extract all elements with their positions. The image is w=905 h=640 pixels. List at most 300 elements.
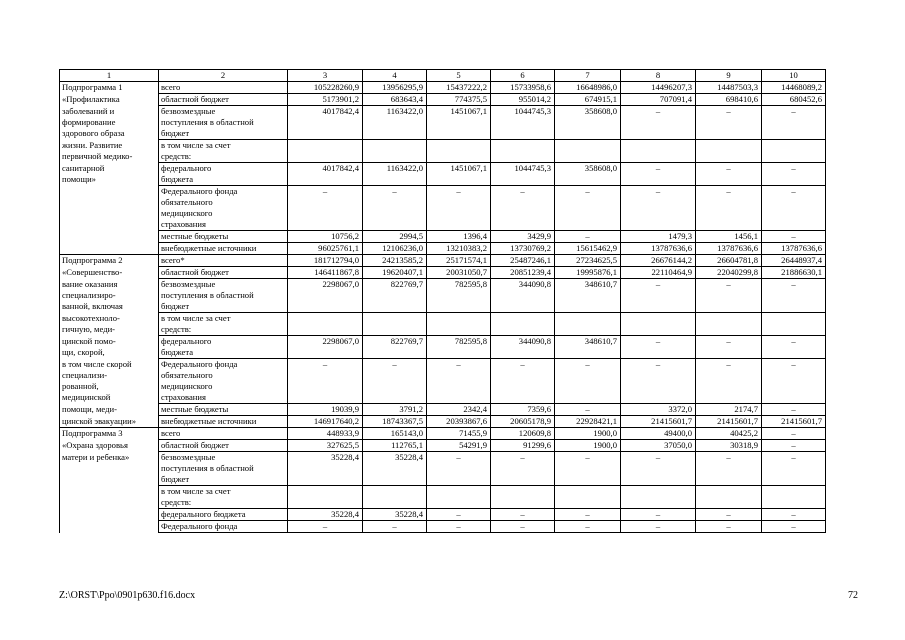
funding-source-label: федерального (161, 336, 212, 346)
value-cell: 35228,4 (363, 509, 427, 521)
value-cell: – (491, 186, 555, 231)
header-cell: 9 (696, 70, 762, 82)
value-cell: 1900,0 (555, 440, 621, 452)
funding-source-label: в том числе за счет (161, 486, 231, 496)
value-cell: 35228,4 (288, 452, 363, 486)
subprogram-title-cell (60, 186, 159, 231)
funding-source-label: медицинского (161, 381, 213, 391)
value-cell: 40425,2 (696, 428, 762, 440)
subprogram-title-line: матери и ребенка» (62, 451, 130, 462)
value-cell: – (696, 279, 762, 313)
value-cell: – (696, 163, 762, 186)
table-row (60, 452, 826, 486)
funding-source-label: средств: (161, 324, 192, 334)
subprogram-title-cell (60, 359, 159, 404)
funding-source-cell (159, 255, 288, 267)
subprogram-title-line: формирование (62, 116, 116, 127)
value-cell: 2298067,0 (288, 336, 363, 359)
funding-source-label: безвозмездные (161, 279, 216, 289)
funding-source-label: областной бюджет (161, 267, 229, 277)
subprogram-title-line (62, 208, 157, 219)
subprogram-title-line (62, 521, 157, 532)
value-cell: – (288, 186, 363, 231)
subprogram-title-line: щи, скорой, (62, 346, 105, 357)
value-cell: 5173901,2 (288, 94, 363, 106)
funding-source-cell (159, 163, 288, 186)
value-cell: 822769,7 (363, 336, 427, 359)
value-cell: 2174,7 (696, 404, 762, 416)
value-cell: – (696, 521, 762, 533)
subprogram-title-line (62, 486, 157, 497)
value-cell (555, 140, 621, 163)
value-cell: – (491, 521, 555, 533)
value-cell: – (762, 404, 826, 416)
funding-source-label: страхования (161, 392, 206, 402)
funding-source-label: поступления в областной (161, 290, 254, 300)
funding-source-label: Федерального фонда (161, 359, 238, 369)
value-cell: – (288, 359, 363, 404)
value-cell: – (427, 521, 491, 533)
value-cell: – (762, 106, 826, 140)
value-cell: – (621, 106, 696, 140)
value-cell: 21415601,7 (696, 416, 762, 428)
value-cell: – (762, 359, 826, 404)
value-cell: 19995876,1 (555, 267, 621, 279)
value-cell: 782595,8 (427, 336, 491, 359)
value-cell: – (621, 163, 696, 186)
funding-source-label: безвозмездные (161, 106, 216, 116)
value-cell: – (427, 186, 491, 231)
footer-file-path: Z:\ORST\Ppo\0901p630.f16.docx (59, 590, 196, 601)
subprogram-title-line (62, 186, 157, 197)
funding-source-cell (159, 82, 288, 94)
funding-source-label: местные бюджеты (161, 231, 229, 241)
value-cell: 782595,8 (427, 279, 491, 313)
subprogram-title-line (62, 497, 157, 508)
funding-source-label: внебюджетные источники (161, 416, 257, 426)
value-cell: 54291,9 (427, 440, 491, 452)
value-cell: – (621, 359, 696, 404)
value-cell: – (762, 231, 826, 243)
value-cell (427, 313, 491, 336)
subprogram-title-line: первичной медико- (62, 150, 133, 161)
table-row (60, 106, 826, 140)
value-cell: – (491, 509, 555, 521)
value-cell: – (427, 452, 491, 486)
value-cell: 96025761,1 (288, 243, 363, 255)
funding-source-label: всего (161, 428, 181, 438)
value-cell: – (696, 359, 762, 404)
funding-source-label: в том числе за счет (161, 313, 231, 323)
subprogram-title-cell (60, 486, 159, 509)
value-cell: 14496207,3 (621, 82, 696, 94)
value-cell: 1451067,1 (427, 106, 491, 140)
funding-source-cell (159, 440, 288, 452)
subprogram-title-cell (60, 267, 159, 279)
value-cell: 1900,0 (555, 428, 621, 440)
subprogram-title-cell (60, 521, 159, 533)
subprogram-title-line (62, 463, 157, 474)
table-row (60, 243, 826, 255)
value-cell: – (621, 186, 696, 231)
value-cell: 21886630,1 (762, 267, 826, 279)
value-cell: 13730769,2 (491, 243, 555, 255)
value-cell: 30318,9 (696, 440, 762, 452)
funding-source-label: Федерального фонда (161, 521, 238, 531)
value-cell: 1163422,0 (363, 106, 427, 140)
value-cell: 674915,1 (555, 94, 621, 106)
subprogram-title-cell (60, 140, 159, 163)
table-row (60, 336, 826, 359)
value-cell: – (696, 509, 762, 521)
subprogram-title-line: в том числе скорой (62, 358, 132, 369)
subprogram-title-cell (60, 440, 159, 452)
value-cell: 12106236,0 (363, 243, 427, 255)
header-cell: 10 (762, 70, 826, 82)
value-cell (621, 140, 696, 163)
value-cell: 91299,6 (491, 440, 555, 452)
subprogram-title-cell (60, 428, 159, 440)
subprogram-title-line: Подпрограмма 3 (62, 428, 123, 438)
value-cell: – (762, 440, 826, 452)
value-cell: 25487246,1 (491, 255, 555, 267)
subprogram-title-line: специализи- (62, 369, 108, 380)
budget-table (59, 69, 826, 533)
value-cell (555, 486, 621, 509)
funding-source-label: страхования (161, 219, 206, 229)
value-cell: 21415601,7 (762, 416, 826, 428)
subprogram-title-cell (60, 243, 159, 255)
funding-source-label: средств: (161, 151, 192, 161)
funding-source-label: поступления в областной (161, 463, 254, 473)
value-cell: – (621, 452, 696, 486)
value-cell: 165143,0 (363, 428, 427, 440)
table-row (60, 255, 826, 267)
subprogram-title-cell (60, 313, 159, 336)
value-cell: – (363, 186, 427, 231)
funding-source-cell (159, 404, 288, 416)
header-cell: 4 (363, 70, 427, 82)
value-cell (363, 140, 427, 163)
value-cell: 1163422,0 (363, 163, 427, 186)
subprogram-title-line: специализиро- (62, 289, 116, 300)
value-cell (762, 140, 826, 163)
value-cell: 822769,7 (363, 279, 427, 313)
header-row (60, 70, 826, 82)
subprogram-title-cell (60, 94, 159, 106)
subprogram-title-cell (60, 163, 159, 186)
value-cell: – (555, 359, 621, 404)
header-cell: 1 (60, 70, 159, 82)
funding-source-label: медицинского (161, 208, 213, 218)
value-cell: – (762, 186, 826, 231)
funding-source-label: обязательного (161, 197, 213, 207)
funding-source-label: бюджета (161, 347, 194, 357)
value-cell: 1044745,3 (491, 163, 555, 186)
value-cell: 26448937,4 (762, 255, 826, 267)
funding-source-cell (159, 267, 288, 279)
value-cell: 3791,2 (363, 404, 427, 416)
funding-source-label: бюджет (161, 474, 190, 484)
value-cell: 358608,0 (555, 106, 621, 140)
table-row (60, 486, 826, 509)
funding-source-cell (159, 452, 288, 486)
subprogram-title-cell (60, 82, 159, 94)
value-cell: 71455,9 (427, 428, 491, 440)
funding-source-cell (159, 359, 288, 404)
value-cell: 4017842,4 (288, 163, 363, 186)
funding-source-cell (159, 231, 288, 243)
funding-source-label: бюджет (161, 301, 190, 311)
subprogram-title-cell (60, 452, 159, 486)
value-cell (427, 486, 491, 509)
value-cell: 358608,0 (555, 163, 621, 186)
value-cell: – (555, 521, 621, 533)
subprogram-title-line: медицинской (62, 391, 111, 402)
table-row (60, 231, 826, 243)
value-cell: – (762, 521, 826, 533)
value-cell: – (696, 336, 762, 359)
footer-page-number: 72 (848, 590, 858, 601)
funding-source-label: поступления в областной (161, 117, 254, 127)
funding-source-cell (159, 106, 288, 140)
value-cell: – (621, 509, 696, 521)
funding-source-label: бюджет (161, 128, 190, 138)
subprogram-title-line (62, 231, 157, 242)
value-cell: 1451067,1 (427, 163, 491, 186)
value-cell: – (621, 279, 696, 313)
table-row (60, 359, 826, 404)
value-cell: 448933,9 (288, 428, 363, 440)
value-cell: 1479,3 (621, 231, 696, 243)
header-cell: 5 (427, 70, 491, 82)
subprogram-title-line: «Совершенство- (62, 266, 123, 277)
funding-source-cell (159, 509, 288, 521)
value-cell: 22928421,1 (555, 416, 621, 428)
value-cell: 7359,6 (491, 404, 555, 416)
value-cell (491, 140, 555, 163)
subprogram-title-line: здорового образа (62, 127, 125, 138)
header-cell: 6 (491, 70, 555, 82)
subprogram-title-line: Подпрограмма 2 (62, 255, 123, 265)
value-cell (621, 486, 696, 509)
value-cell: 22110464,9 (621, 267, 696, 279)
value-cell: 344090,8 (491, 336, 555, 359)
value-cell: – (363, 521, 427, 533)
value-cell: 1396,4 (427, 231, 491, 243)
table-body (60, 70, 826, 533)
value-cell: 20031050,7 (427, 267, 491, 279)
value-cell (288, 313, 363, 336)
value-cell (762, 313, 826, 336)
subprogram-title-cell (60, 255, 159, 267)
header-cell: 7 (555, 70, 621, 82)
funding-source-cell (159, 416, 288, 428)
subprogram-title-cell (60, 279, 159, 313)
value-cell: 35228,4 (288, 509, 363, 521)
subprogram-title-line: рованной, (62, 380, 99, 391)
subprogram-title-cell (60, 231, 159, 243)
subprogram-title-line: заболеваний и (62, 105, 115, 116)
funding-source-label: безвозмездные (161, 452, 216, 462)
value-cell: 22040299,8 (696, 267, 762, 279)
value-cell: – (427, 509, 491, 521)
value-cell: 181712794,0 (288, 255, 363, 267)
funding-source-label: в том числе за счет (161, 140, 231, 150)
subprogram-title-line: жизни. Развитие (62, 139, 123, 150)
funding-source-cell (159, 243, 288, 255)
value-cell: 4017842,4 (288, 106, 363, 140)
funding-source-cell (159, 140, 288, 163)
value-cell: 13787636,6 (621, 243, 696, 255)
value-cell: – (555, 404, 621, 416)
table-row (60, 279, 826, 313)
subprogram-title-line (62, 509, 157, 520)
funding-source-cell (159, 94, 288, 106)
value-cell: – (555, 186, 621, 231)
value-cell: 348610,7 (555, 336, 621, 359)
value-cell: 49400,0 (621, 428, 696, 440)
subprogram-title-line: вание оказания (62, 278, 118, 289)
table-row (60, 140, 826, 163)
funding-source-label: всего* (161, 255, 185, 265)
funding-source-cell (159, 313, 288, 336)
value-cell: 13210383,2 (427, 243, 491, 255)
value-cell: – (762, 163, 826, 186)
subprogram-title-line (62, 474, 157, 485)
subprogram-title-line: Подпрограмма 1 (62, 82, 123, 92)
value-cell (288, 140, 363, 163)
subprogram-title-cell (60, 416, 159, 428)
value-cell: 774375,5 (427, 94, 491, 106)
header-cell: 2 (159, 70, 288, 82)
value-cell: 37050,0 (621, 440, 696, 452)
value-cell (427, 140, 491, 163)
table-row (60, 94, 826, 106)
value-cell: – (696, 106, 762, 140)
value-cell (696, 486, 762, 509)
value-cell: 15615462,9 (555, 243, 621, 255)
value-cell: 20851239,4 (491, 267, 555, 279)
subprogram-title-line: высокотехноло- (62, 312, 120, 323)
value-cell: 2298067,0 (288, 279, 363, 313)
value-cell (288, 486, 363, 509)
funding-source-label: средств: (161, 497, 192, 507)
table-row (60, 404, 826, 416)
value-cell: 16648986,0 (555, 82, 621, 94)
value-cell: 3372,0 (621, 404, 696, 416)
funding-source-cell (159, 428, 288, 440)
subprogram-title-line (62, 197, 157, 208)
value-cell: 15437222,2 (427, 82, 491, 94)
funding-source-label: федерального бюджета (161, 509, 246, 519)
value-cell: 327625,5 (288, 440, 363, 452)
value-cell (555, 313, 621, 336)
table-row (60, 82, 826, 94)
table-row (60, 521, 826, 533)
funding-source-label: всего (161, 82, 181, 92)
value-cell: 15733958,6 (491, 82, 555, 94)
value-cell: 112765,1 (363, 440, 427, 452)
table-row (60, 509, 826, 521)
subprogram-title-line (62, 243, 157, 254)
header-cell: 3 (288, 70, 363, 82)
subprogram-title-line: «Охрана здоровья (62, 439, 128, 450)
table-row (60, 186, 826, 231)
funding-source-label: областной бюджет (161, 94, 229, 104)
funding-source-label: бюджета (161, 174, 194, 184)
value-cell: 19039,9 (288, 404, 363, 416)
value-cell: – (555, 231, 621, 243)
funding-source-label: Федерального фонда (161, 186, 238, 196)
value-cell: 20393867,6 (427, 416, 491, 428)
value-cell: – (491, 452, 555, 486)
subprogram-title-line: цинской эвакуации» (62, 415, 136, 426)
value-cell (363, 486, 427, 509)
funding-source-label: местные бюджеты (161, 404, 229, 414)
value-cell: 25171574,1 (427, 255, 491, 267)
value-cell: – (427, 359, 491, 404)
value-cell: – (621, 521, 696, 533)
value-cell: 120609,8 (491, 428, 555, 440)
subprogram-title-cell (60, 404, 159, 416)
value-cell: – (762, 452, 826, 486)
value-cell: – (696, 186, 762, 231)
subprogram-title-line: ванной, включая (62, 300, 123, 311)
value-cell: 344090,8 (491, 279, 555, 313)
table-row (60, 440, 826, 452)
value-cell (696, 140, 762, 163)
value-cell (491, 313, 555, 336)
value-cell: 683643,4 (363, 94, 427, 106)
table-row (60, 416, 826, 428)
value-cell: 3429,9 (491, 231, 555, 243)
subprogram-title-cell (60, 106, 159, 140)
subprogram-title-line: «Профилактика (62, 93, 120, 104)
funding-source-cell (159, 336, 288, 359)
value-cell: 348610,7 (555, 279, 621, 313)
subprogram-title-line: помощи, меди- (62, 403, 117, 414)
value-cell: – (363, 359, 427, 404)
subprogram-title-cell (60, 336, 159, 359)
funding-source-cell (159, 521, 288, 533)
value-cell: – (555, 509, 621, 521)
subprogram-title-line: санитарной (62, 162, 105, 173)
value-cell: – (762, 279, 826, 313)
table-row (60, 313, 826, 336)
value-cell: 20605178,9 (491, 416, 555, 428)
value-cell: 24213585,2 (363, 255, 427, 267)
value-cell: 13956295,9 (363, 82, 427, 94)
value-cell: – (762, 509, 826, 521)
value-cell: – (555, 452, 621, 486)
value-cell: 26604781,8 (696, 255, 762, 267)
funding-source-cell (159, 279, 288, 313)
value-cell: 105228260,9 (288, 82, 363, 94)
subprogram-title-line: цинской помо- (62, 335, 116, 346)
value-cell: 2342,4 (427, 404, 491, 416)
value-cell (621, 313, 696, 336)
funding-source-cell (159, 486, 288, 509)
value-cell: 1456,1 (696, 231, 762, 243)
table-row (60, 428, 826, 440)
funding-source-label: федерального (161, 163, 212, 173)
value-cell: – (762, 428, 826, 440)
value-cell: 1044745,3 (491, 106, 555, 140)
value-cell: 14487503,3 (696, 82, 762, 94)
subprogram-title-cell (60, 509, 159, 521)
value-cell (491, 486, 555, 509)
